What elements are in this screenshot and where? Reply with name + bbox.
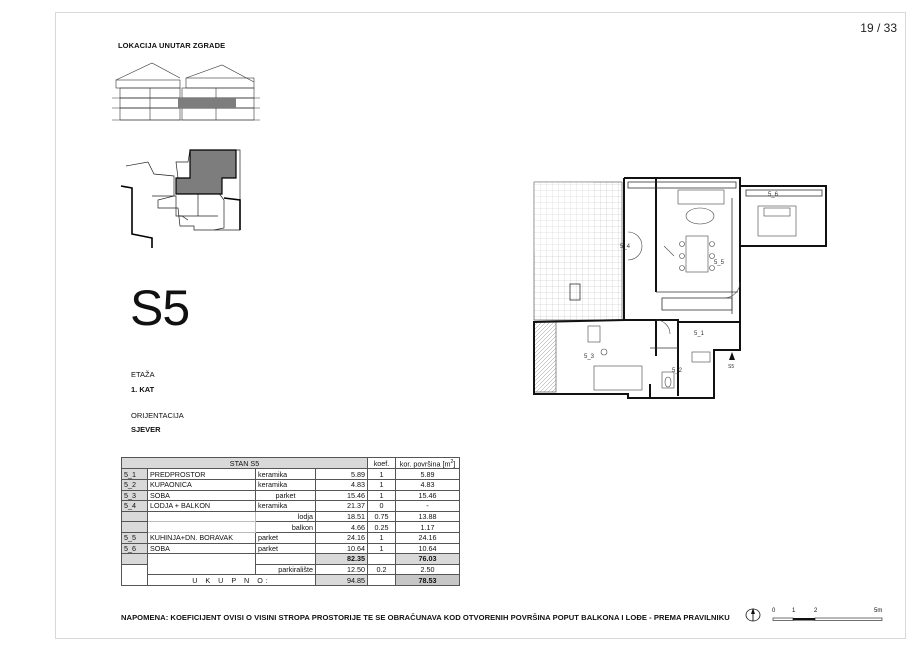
floor-key-plan bbox=[118, 148, 248, 253]
page-number: 19 / 33 bbox=[860, 21, 897, 35]
orientation-value: SJEVER bbox=[131, 425, 161, 434]
unit-code: S5 bbox=[130, 280, 190, 336]
table-subrow: balkon 4.66 0.25 1.17 bbox=[122, 522, 460, 533]
table-title: STAN S5 bbox=[122, 458, 368, 469]
scale-label-1: 1 bbox=[792, 608, 796, 614]
orientation-label: ORIJENTACIJA bbox=[131, 411, 184, 420]
table-row: 5_6 SOBA parket 10.64 1 10.64 bbox=[122, 543, 460, 554]
north-arrow-icon bbox=[744, 605, 768, 625]
building-elevation bbox=[112, 60, 262, 130]
table-subrow: lodja 18.51 0.75 13.88 bbox=[122, 511, 460, 522]
table-row: 5_4 LODJA + BALKON keramika 21.37 0 - bbox=[122, 501, 460, 512]
floor-value: 1. KAT bbox=[131, 385, 155, 394]
room-label-5-3: 5_3 bbox=[584, 354, 595, 360]
scale-label-2: 2 bbox=[814, 608, 818, 614]
room-label-5-5: 5_5 bbox=[714, 260, 725, 266]
room-label-5-2: 5_2 bbox=[672, 368, 683, 374]
scale-label-5m: 5m bbox=[874, 608, 883, 614]
room-label-5-4: 5_4 bbox=[620, 244, 631, 250]
key-plan-highlight bbox=[176, 150, 236, 194]
koef-header: koef. bbox=[368, 458, 396, 469]
apartment-floor-plan bbox=[528, 172, 833, 404]
scale-bar bbox=[772, 617, 884, 627]
scale-label-0: 0 bbox=[772, 608, 776, 614]
room-label-5-1: 5_1 bbox=[694, 331, 705, 337]
elevation-highlight bbox=[178, 98, 236, 108]
table-total-row: U K U P N O: 94.85 78.53 bbox=[122, 575, 460, 586]
table-row: 5_5 KUHINJA+DN. BORAVAK parket 24.16 1 24.16 bbox=[122, 532, 460, 543]
table-row: 5_1 PREDPROSTOR keramika 5.89 1 5.89 bbox=[122, 469, 460, 480]
table-row: 5_3 SOBA parket 15.46 1 15.46 bbox=[122, 490, 460, 501]
floor-label: ETAŽA bbox=[131, 370, 155, 379]
footnote: NAPOMENA: KOEFICIJENT OVISI O VISINI STROPA PROSTORIJE TE SE OBRAČUNAVA KOD OTVORENIH POVRŠINA POPUT BALKONA I LOĐE - PREMA PRAVILNIKU bbox=[121, 613, 730, 622]
table-subtotal-row: 82.35 76.03 bbox=[122, 554, 460, 565]
table-row: 5_2 KUPAONICA keramika 4.83 1 4.83 bbox=[122, 479, 460, 490]
room-label-5-6: 5_6 bbox=[768, 192, 779, 198]
entrance-arrow-icon bbox=[729, 352, 735, 360]
entrance-label: S5 bbox=[728, 364, 735, 370]
location-title: LOKACIJA UNUTAR ZGRADE bbox=[118, 41, 226, 50]
area-table bbox=[121, 457, 460, 586]
area-header: kor. površina $[m^2]$ bbox=[396, 458, 460, 469]
table-parking-row: parkiralište 12.50 0.2 2.50 bbox=[122, 564, 460, 575]
